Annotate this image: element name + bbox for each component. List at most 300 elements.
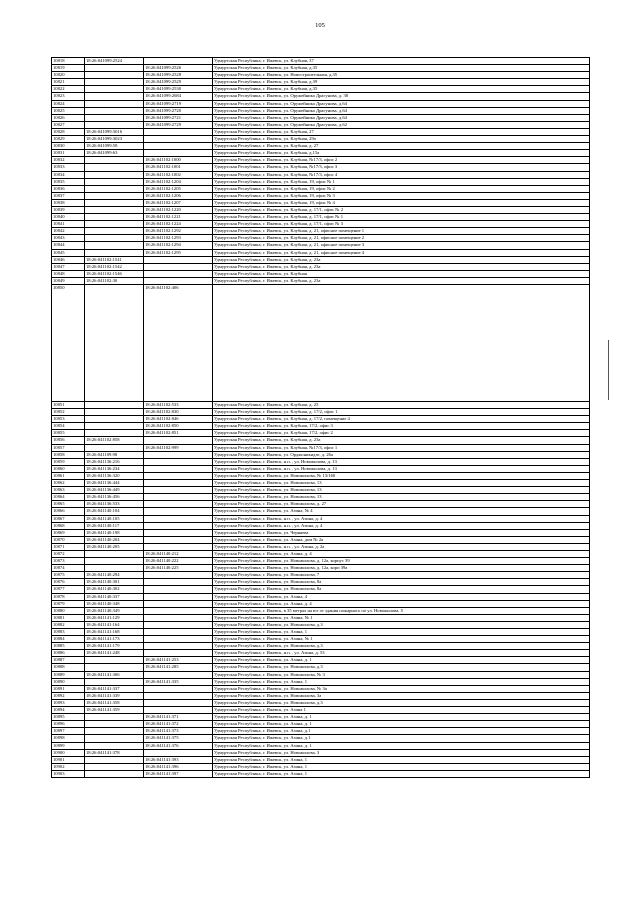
row-number-cell: 10822 [52,86,85,93]
address-cell: Удмуртская Республика, г. Ижевск, ул. Оружейника Драгунова, д.64 [213,107,590,114]
address-cell: Удмуртская Республика, г. Ижевск, ул. Клубная, 17/2, офис 3 [213,423,590,430]
cadastral-number-building-cell: 18:26:041141:373 [144,728,213,735]
cadastral-number-building-cell: 18:26:041102:1002 [144,171,213,178]
cadastral-number-building-cell [144,749,213,756]
table-row [52,136,590,143]
cadastral-number-land-cell: 18:26:041141:337 [85,685,144,692]
cadastral-number-building-cell: 18:26:041141:372 [144,721,213,728]
address-cell: Удмуртская Республика, г. Ижевск, ул. Клубная, №17/3, офис 3 [213,164,590,171]
row-number-cell: 10863 [52,487,85,494]
table-row [52,480,590,487]
address-cell: Удмуртская Республика, г. Ижевск, ул. Клубная, д. 25 [213,402,590,409]
cadastral-number-land-cell: 18:26:041140:349 [85,607,144,614]
address-cell: Удмуртская Республика, г. Ижевск, ул. Новожилова, 13 [213,494,590,501]
table-row [52,277,590,284]
row-number-cell: 10853 [52,416,85,423]
cadastral-number-land-cell [85,558,144,565]
cadastral-number-building-cell: 18:26:041102:1221 [144,214,213,221]
row-number-cell: 10859 [52,458,85,465]
row-number-cell: 10868 [52,522,85,529]
table-row [52,728,590,735]
cadastral-number-building-cell: 18:26:041140:212 [144,550,213,557]
table-row [52,735,590,742]
address-cell: Удмуртская Республика, г. Ижевск, ул. Клубная, 19, офис № 1 [213,178,590,185]
table-row [52,86,590,93]
cadastral-number-land-cell: 18:26:041141:173 [85,636,144,643]
table-row [52,621,590,628]
address-cell: Удмуртская Республика, г. Ижевск, ул. Оружейника Драгунова, д.62 [213,121,590,128]
row-number-cell: 10818 [52,58,85,65]
cadastral-number-land-cell [85,423,144,430]
cadastral-number-land-cell: 18:26:041102:858 [85,437,144,444]
row-number-cell: 10827 [52,121,85,128]
row-number-cell: 10856 [52,437,85,444]
address-cell: Удмуртская Республика, г. Ижевск, ул. Черняева [213,529,590,536]
row-number-cell: 10866 [52,508,85,515]
address-cell: Удмуртская Республика, г. Ижевск, ул. Клубная, д. 17/1, офис № 2 [213,206,590,213]
cadastral-number-building-cell: 18:26:041099:2719 [144,100,213,107]
cadastral-number-building-cell: 18:26:041099:2529 [144,79,213,86]
address-cell: Удмуртская Республика, г. Ижевск, ул. Клубная, д. 17/2, помещение 4 [213,416,590,423]
cadastral-number-building-cell [144,437,213,444]
address-cell: Удмуртская Республика, г. Ижевск, ул. Клубная, д. 17/2, офис 1 [213,409,590,416]
row-number-cell: 10880 [52,607,85,614]
row-number-cell: 10896 [52,721,85,728]
row-number-cell: 10884 [52,636,85,643]
cadastral-number-land-cell: 18:26:041140:348 [85,600,144,607]
table-row [52,685,590,692]
cadastral-number-land-cell: 18:26:041102:30 [85,277,144,284]
address-cell: Удмуртская Республика, г. Ижевск, ул. Клубная, д. 23а [213,437,590,444]
cadastral-number-land-cell: 18:26:041099:3016 [85,128,144,135]
table-row [52,430,590,437]
row-number-cell: 10829 [52,136,85,143]
address-cell: Удмуртская Республика, г. Ижевск, ул. Клубная, д. 21, офисное помещение 1 [213,228,590,235]
address-cell: Удмуртская Республика, г. Ижевск, ул. Новожилова, № 13/160 [213,472,590,479]
cadastral-number-building-cell: 18:26:041141:396 [144,763,213,770]
cadastral-number-land-cell: 18:26:041141:179 [85,643,144,650]
table-row [52,270,590,277]
address-cell: Удмуртская Республика, г. Ижевск, ул. Клубная, 19, офис № 2 [213,185,590,192]
address-cell: Удмуртская Республика, г. Ижевск, ул. Клубная, №17/3, офис 2 [213,157,590,164]
row-number-cell: 10838 [52,199,85,206]
cadastral-number-land-cell [85,221,144,228]
row-number-cell: 10902 [52,763,85,770]
cadastral-number-building-cell [144,593,213,600]
cadastral-number-land-cell: 18:26:041141:248 [85,650,144,657]
cadastral-number-building-cell: 18:26:041099:2729 [144,121,213,128]
row-number-cell: 10847 [52,263,85,270]
table-row [52,249,590,256]
table-row [52,58,590,65]
address-cell: Удмуртская Республика, г. Ижевск, ул. Азина, № 1 [213,636,590,643]
table-row [52,263,590,270]
cadastral-number-building-cell: 18:26:041102:1205 [144,185,213,192]
address-cell: Удмуртская Республика, г. Ижевск, ул. Клубная, д. 21, офисное помещение 3 [213,242,590,249]
cadastral-number-land-cell [85,249,144,256]
cadastral-number-land-cell [85,678,144,685]
table-row [52,558,590,565]
address-cell: Удмуртская Республика, г. Ижевск, ул. Новожилова, д.3 [213,621,590,628]
address-cell: Удмуртская Республика, г. Ижевск, ул. Новожилова, д.3 [213,664,590,671]
cadastral-number-building-cell: 18:26:041141:375 [144,735,213,742]
row-number-cell: 10867 [52,515,85,522]
address-cell: Удмуртская Республика, г. Ижевск, н.п. , ул. Азина, д. 53 [213,650,590,657]
address-cell: Удмуртская Республика, г. Ижевск, ул. Клубная, д. 27 [213,143,590,150]
table-row [52,206,590,213]
row-number-cell: 10831 [52,150,85,157]
row-number-cell: 10842 [52,228,85,235]
table-row [52,235,590,242]
cadastral-number-land-cell: 18:26:041140:294 [85,572,144,579]
table-row [52,522,590,529]
row-number-cell: 10823 [52,93,85,100]
row-number-cell: 10844 [52,242,85,249]
cadastral-number-building-cell [144,607,213,614]
address-cell: Удмуртская Республика, г. Ижевск, ул. Клубная, д.15а [213,150,590,157]
cadastral-number-land-cell: 18:26:041099:58 [85,143,144,150]
cadastral-number-land-cell [85,770,144,777]
table-row [52,402,590,409]
cadastral-number-land-cell [85,242,144,249]
row-number-cell: 10898 [52,735,85,742]
cadastral-number-building-cell: 18:26:041102:999 [144,444,213,451]
cadastral-number-building-cell [144,543,213,550]
address-cell: Удмуртская Республика, г. Ижевск, ул. Азина, д. 4 [213,600,590,607]
cadastral-number-land-cell: 18:26:041136:533 [85,501,144,508]
cadastral-number-land-cell [85,65,144,72]
cadastral-number-land-cell: 18:26:041141:359 [85,707,144,714]
row-number-cell: 10864 [52,494,85,501]
cadastral-number-land-cell [85,86,144,93]
row-number-cell: 10846 [52,256,85,263]
row-number-cell: 10889 [52,671,85,678]
address-cell: Удмуртская Республика, г. Ижевск, ул. Новожилова, 8а [213,579,590,586]
row-number-cell: 10832 [52,157,85,164]
address-cell: Удмуртская Республика, г. Ижевск, ул. Клубная [213,270,590,277]
property-table [51,57,590,778]
table-row [52,171,590,178]
cadastral-number-land-cell: 18:26:041141:168 [85,629,144,636]
table-row [52,650,590,657]
table-row [52,164,590,171]
cadastral-number-land-cell: 18:26:041141:306 [85,671,144,678]
cadastral-number-building-cell [144,614,213,621]
address-cell: Удмуртская Республика, г. Ижевск, ул. Клубная, 37 [213,58,590,65]
address-cell: Удмуртская Республика, г. Ижевск, ул. Новожилова, 3 [213,749,590,756]
row-number-cell: 10869 [52,529,85,536]
address-cell: Удмуртская Республика, г. Ижевск, ул. Клубная, д. 17/1, офис № 3 [213,221,590,228]
address-cell: Удмуртская Республика, г. Ижевск, ул. Клубная, 17/2, офис 2 [213,430,590,437]
row-number-cell: 10891 [52,685,85,692]
cadastral-number-land-cell: 18:26:041140:301 [85,579,144,586]
table-row [52,214,590,221]
cadastral-number-land-cell: 18:26:041136:449 [85,487,144,494]
cadastral-number-land-cell [85,285,144,402]
address-cell: Удмуртская Республика, г. Ижевск, ул. Клубная, д.35 [213,65,590,72]
row-number-cell: 10820 [52,72,85,79]
table-row [52,572,590,579]
cadastral-number-land-cell [85,100,144,107]
cadastral-number-land-cell [85,192,144,199]
cadastral-number-land-cell [85,714,144,721]
page-number: 105 [315,22,325,29]
cadastral-number-building-cell [144,472,213,479]
row-number-cell: 10875 [52,572,85,579]
cadastral-number-building-cell: 18:26:041099:2526 [144,65,213,72]
cadastral-number-land-cell [85,228,144,235]
table-row [52,607,590,614]
cadastral-number-land-cell [85,93,144,100]
cadastral-number-land-cell [85,185,144,192]
row-number-cell: 10826 [52,114,85,121]
row-number-cell: 10877 [52,586,85,593]
address-cell: Удмуртская Республика, г. Ижевск, ул. Орджоникидзе, д. 26а [213,451,590,458]
cadastral-number-land-cell: 18:26:041136:444 [85,480,144,487]
table-row [52,600,590,607]
row-number-cell: 10834 [52,171,85,178]
cadastral-number-land-cell: 18:26:041136:320 [85,472,144,479]
cadastral-number-land-cell [85,430,144,437]
cadastral-number-building-cell [144,480,213,487]
address-cell: Удмуртская Республика, г. Ижевск, ул. Клубная, 19, офис № 4 [213,199,590,206]
cadastral-number-building-cell: 18:26:041141:371 [144,714,213,721]
cadastral-number-land-cell: 18:26:041136:234 [85,465,144,472]
table-row [52,657,590,664]
row-number-cell: 10852 [52,409,85,416]
row-number-cell: 10821 [52,79,85,86]
cadastral-number-land-cell [85,721,144,728]
address-cell: Удмуртская Республика, г. Ижевск, ул. Клубная, д. 23а [213,263,590,270]
address-cell: Удмуртская Республика, г. Ижевск, ул. Азина, д. 1 [213,657,590,664]
cadastral-number-building-cell: 18:26:041102:1294 [144,242,213,249]
row-number-cell: 10849 [52,277,85,284]
cadastral-number-land-cell: 18:26:041102:1541 [85,256,144,263]
row-number-cell: 10854 [52,423,85,430]
cadastral-number-land-cell [85,79,144,86]
address-cell: Удмуртская Республика, г. Ижевск, ул. Новожилова, 3а [213,692,590,699]
cadastral-number-land-cell [85,114,144,121]
table-row [52,629,590,636]
cadastral-number-building-cell [144,143,213,150]
cadastral-number-building-cell: 18:26:041140:222 [144,558,213,565]
row-number-cell: 10833 [52,164,85,171]
cadastral-number-building-cell: 18:26:041102:1206 [144,192,213,199]
address-cell: Удмуртская Республика, г. Ижевск, ул. Азина, 1 [213,629,590,636]
cadastral-number-building-cell [144,707,213,714]
row-number-cell: 10888 [52,664,85,671]
table-row [52,185,590,192]
row-number-cell: 10828 [52,128,85,135]
table-row [52,143,590,150]
row-number-cell: 10894 [52,707,85,714]
cadastral-number-building-cell [144,451,213,458]
margin-mark [608,340,609,400]
table-row [52,416,590,423]
address-cell: Удмуртская Республика, г. Ижевск, ул. Азина, д. 1 [213,742,590,749]
table-row [52,221,590,228]
table-row [52,93,590,100]
cadastral-number-land-cell [85,756,144,763]
row-number-cell: 10897 [52,728,85,735]
address-cell: Удмуртская Республика, г. Ижевск, н.п. , ул. Азина, д. 2а [213,543,590,550]
cadastral-number-building-cell [144,256,213,263]
row-number-cell: 10851 [52,402,85,409]
cadastral-number-land-cell: 18:26:041141:339 [85,692,144,699]
row-number-cell: 10837 [52,192,85,199]
table-row [52,114,590,121]
table-row [52,487,590,494]
row-number-cell: 10882 [52,621,85,628]
cadastral-number-building-cell: 18:26:041140:225 [144,565,213,572]
cadastral-number-land-cell: 18:26:041102:1546 [85,270,144,277]
row-number-cell: 10885 [52,643,85,650]
table-row [52,707,590,714]
address-cell: Удмуртская Республика, г. Ижевск, ул. Клубная, д.35 [213,86,590,93]
table-row [52,579,590,586]
row-number-cell: 10860 [52,465,85,472]
cadastral-number-building-cell [144,586,213,593]
cadastral-number-building-cell [144,136,213,143]
cadastral-number-building-cell [144,685,213,692]
table-row [52,501,590,508]
row-number-cell: 10903 [52,770,85,777]
address-cell: Удмуртская Республика, г. Ижевск, ул. Азина, дом № 2а [213,536,590,543]
address-cell: Удмуртская Республика, г. Ижевск, ул. Азина, 4 [213,593,590,600]
table-row [52,508,590,515]
cadastral-number-building-cell: 18:26:041102:850 [144,423,213,430]
cadastral-number-building-cell: 18:26:041099:2720 [144,107,213,114]
row-number-cell: 10830 [52,143,85,150]
cadastral-number-land-cell [85,664,144,671]
table-row [52,529,590,536]
row-number-cell: 10824 [52,100,85,107]
cadastral-number-building-cell: 18:26:041102:1001 [144,164,213,171]
table-row [52,749,590,756]
cadastral-number-building-cell [144,458,213,465]
address-cell: Удмуртская Республика, г. Ижевск, ул. Азина, д. 1 [213,714,590,721]
cadastral-number-land-cell: 18:26:041136:216 [85,458,144,465]
cadastral-number-building-cell: 18:26:041102:1204 [144,178,213,185]
table-row [52,494,590,501]
table-row [52,79,590,86]
cadastral-number-building-cell: 18:26:041102:533 [144,402,213,409]
address-cell: Удмуртская Республика, г. Ижевск, ул. Клубная, д. 23а [213,277,590,284]
table-row [52,770,590,777]
row-number-cell: 10871 [52,543,85,550]
table-row [52,699,590,706]
row-number-cell: 10899 [52,742,85,749]
cadastral-number-building-cell [144,501,213,508]
table-row [52,586,590,593]
cadastral-number-building-cell [144,270,213,277]
row-number-cell: 10825 [52,107,85,114]
cadastral-number-building-cell: 18:26:041141:397 [144,770,213,777]
row-number-cell: 10858 [52,451,85,458]
cadastral-number-building-cell: 18:26:041099:2530 [144,86,213,93]
table-row [52,285,590,402]
cadastral-number-building-cell [144,277,213,284]
row-number-cell: 10840 [52,214,85,221]
table-row [52,128,590,135]
row-number-cell: 10893 [52,699,85,706]
cadastral-number-building-cell: 18:26:041102:851 [144,430,213,437]
address-cell: Удмуртская Республика, г. Ижевск, ул. Клубная, №17/3, офис 4 [213,171,590,178]
row-number-cell: 10879 [52,600,85,607]
address-cell: Удмуртская Республика, г. Ижевск, ул. Клубная, д. 17/1, офис № 1 [213,214,590,221]
row-number-cell: 10841 [52,221,85,228]
address-cell: Удмуртская Республика, г. Ижевск, ул. Оружейника Драгунова, д.64 [213,114,590,121]
cadastral-number-building-cell: 18:26:041141:285 [144,664,213,671]
address-cell: Удмуртская Республика, г. Ижевск, ул. Новожилова, № 3а [213,685,590,692]
table-row [52,671,590,678]
row-number-cell: 10861 [52,472,85,479]
cadastral-number-building-cell: 18:26:041141:376 [144,742,213,749]
cadastral-number-land-cell: 18:26:041140:205 [85,543,144,550]
cadastral-number-land-cell: 18:26:041099:63 [85,150,144,157]
address-cell: Удмуртская Республика, г. Ижевск, ул. Азина, № 1 [213,614,590,621]
address-cell: Удмуртская Республика, г. Ижевск, в 35 метрах на юг от здания пожарного по ул. Новожилова, 5 [213,607,590,614]
address-cell: Удмуртская Республика, г. Ижевск, ул. Азина, 1 [213,763,590,770]
table-row [52,157,590,164]
address-cell: Удмуртская Республика, г. Ижевск, ул. Новожилова, д.3 [213,699,590,706]
cadastral-number-building-cell [144,643,213,650]
address-cell: Удмуртская Республика, г. Ижевск, ул. Клубная, 27 [213,128,590,135]
table-row [52,756,590,763]
address-cell: Удмуртская Республика, г. Ижевск, ул. Азина, 1 [213,770,590,777]
row-number-cell: 10887 [52,657,85,664]
row-number-cell: 10819 [52,65,85,72]
table-row [52,614,590,621]
address-cell: Удмуртская Республика, г. Ижевск, н.п. , ул. Азина, д. 4 [213,522,590,529]
cadastral-number-land-cell [85,157,144,164]
cadastral-number-land-cell: 18:26:041141:358 [85,699,144,706]
table-row [52,423,590,430]
cadastral-number-building-cell: 18:26:041102:406 [144,285,213,402]
table-row [52,593,590,600]
cadastral-number-building-cell: 18:26:041102:1220 [144,206,213,213]
row-number-cell: 10874 [52,565,85,572]
row-number-cell: 10845 [52,249,85,256]
cadastral-number-building-cell [144,536,213,543]
address-cell: Удмуртская Республика, г. Ижевск, н.п. , ул. Новожилова, д. 13 [213,458,590,465]
address-cell: Удмуртская Республика, г. Ижевск, ул. Клубная, д.39 [213,79,590,86]
table-row [52,636,590,643]
cadastral-number-land-cell [85,416,144,423]
table-row [52,692,590,699]
cadastral-number-land-cell [85,763,144,770]
cadastral-number-building-cell [144,58,213,65]
table-row [52,72,590,79]
cadastral-number-land-cell [85,444,144,451]
row-number-cell: 10890 [52,678,85,685]
cadastral-number-building-cell: 18:26:041102:1000 [144,157,213,164]
row-number-cell: 10883 [52,629,85,636]
cadastral-number-land-cell [85,235,144,242]
cadastral-number-land-cell: 18:26:041140:337 [85,593,144,600]
cadastral-number-building-cell: 18:26:041099:2721 [144,114,213,121]
cadastral-number-building-cell: 18:26:041102:830 [144,409,213,416]
cadastral-number-land-cell [85,107,144,114]
cadastral-number-building-cell: 18:26:041099:2684 [144,93,213,100]
cadastral-number-building-cell [144,515,213,522]
row-number-cell: 10895 [52,714,85,721]
cadastral-number-building-cell [144,600,213,607]
cadastral-number-building-cell [144,487,213,494]
address-cell: Удмуртская Республика, г. Ижевск, ул. Клубная, 29а [213,136,590,143]
table-row [52,242,590,249]
cadastral-number-building-cell [144,671,213,678]
